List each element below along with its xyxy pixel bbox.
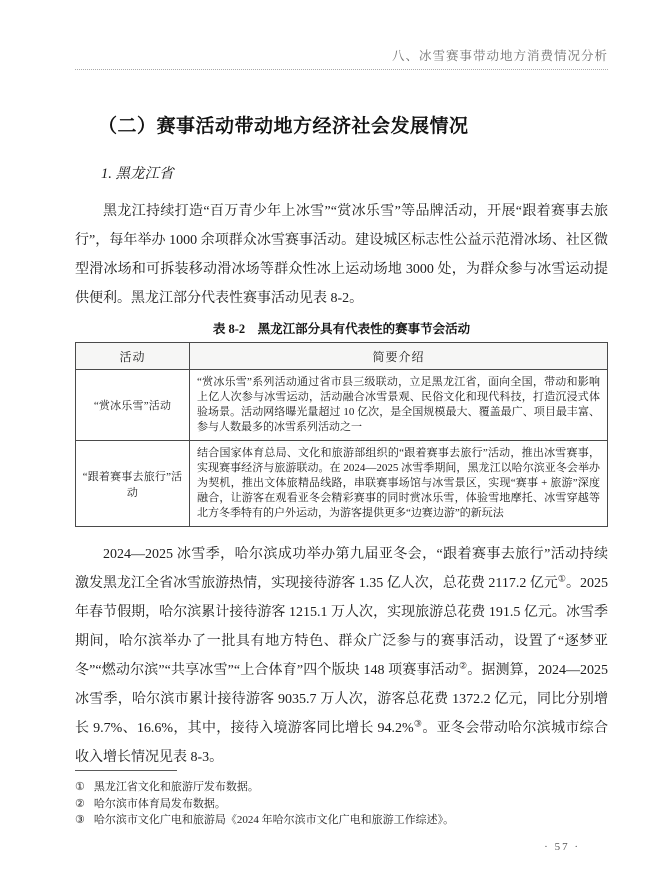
footnote-text: 黑龙江省文化和旅游厅发布数据。 [93, 781, 259, 793]
table-row [76, 441, 608, 527]
footnotes-block [75, 770, 608, 829]
table-caption: 表 8-2 黑龙江部分具有代表性的赛事节会活动 [212, 322, 471, 336]
table-header-row [76, 343, 608, 370]
page-number: · 57 · [544, 841, 580, 853]
table-row [76, 370, 608, 441]
footnote-marker: ③ [75, 814, 85, 826]
footnote-ref-3: ③ [413, 718, 423, 729]
paragraph-2-text: 。亚冬会带动哈尔滨城市综合收入增长情况见表 8-3。 [75, 721, 608, 765]
footnote-divider [75, 770, 177, 771]
intro-cell: “赏冰乐雪”系列活动通过省市县三级联动，立足黑龙江省，面向全国，带动和影响上亿人次参与冰雪运动，活动融合冰雪景观、民俗文化和现代科技，打造沉浸式体验场景。活动网络曝光量超过 10 亿次，是全国规模最大、覆盖最广、项目最丰富、参与人数最多的冰雪系列活动之一 [190, 370, 608, 441]
footnote-text: 哈尔滨市体育局发布数据。 [93, 797, 226, 810]
running-head: 八、冰雪赛事带动地方消费情况分析 [391, 49, 608, 63]
footnote-item [75, 796, 608, 813]
activity-cell: “跟着赛事去旅行”活动 [76, 441, 190, 527]
intro-cell: 结合国家体育总局、文化和旅游部组织的“跟着赛事去旅行”活动，推出冰雪赛事，实现赛事经济与旅游联动。在 2024—2025 冰雪季期间，黑龙江以哈尔滨亚冬会举办为契机，推出文体旅精品线路，串联赛事场馆与冰雪景区，实现“赛事 + 旅游”深度融合，让游客在观看亚冬会精彩赛事的同时赏冰乐雪，体验雪地摩托、冰雪穿越等北方冬季特有的户外运动，为游客提供更多“边赛边游”的新玩法 [190, 441, 608, 527]
paragraph-2 [75, 540, 608, 772]
subsection-heading: 1. 黑龙江省 [101, 166, 174, 182]
header-rule [75, 69, 608, 70]
footnote-ref-2: ② [458, 660, 468, 671]
footnote-ref-1: ① [557, 573, 566, 584]
page-content [75, 0, 608, 772]
footnote-marker: ① [75, 781, 85, 793]
footnote-marker: ② [75, 797, 85, 810]
footnote-text: 哈尔滨市文化广电和旅游局《2024 年哈尔滨市文化广电和旅游工作综述》。 [93, 814, 455, 826]
table-header-activity: 活动 [76, 343, 190, 370]
paragraph-2-text: 。2025 年春节假期，哈尔滨累计接待游客 1215.1 万人次，实现旅游总花费 191.5 亿元。冰雪季期间，哈尔滨举办了一批具有地方特色、群众广泛参与的赛事活动，设置了“逐梦亚冬”“燃动尔滨”“共享冰雪”“上合体育”四个版块 148 项赛事活动 [75, 576, 609, 678]
events-table [75, 342, 608, 527]
paragraph-2-text: 2024—2025 冰雪季，哈尔滨成功举办第九届亚冬会，“跟着赛事去旅行”活动持续激发黑龙江全省冰雪旅游热情，实现接待游客 1.35 亿人次，总花费 2117.2 亿元 [75, 547, 608, 591]
paragraph-1: 黑龙江持续打造“百万青少年上冰雪”“赏冰乐雪”等品牌活动，开展“跟着赛事去旅行”，每年举办 1000 余项群众冰雪赛事活动。建设城区标志性公益示范滑冰场、社区微型滑冰场和可拆装移动滑冰场等群众性冰上运动场地 3000 处，为群众参与冰雪运动提供便利。黑龙江部分代表性赛事活动见表 8-2。 [75, 204, 608, 306]
footnote-item [75, 812, 608, 829]
section-title: （二）赛事活动带动地方经济社会发展情况 [98, 116, 469, 137]
activity-cell: “赏冰乐雪”活动 [76, 370, 190, 441]
footnote-item [75, 779, 608, 796]
paragraph-2-text: 。据测算，2024—2025 冰雪季，哈尔滨市累计接待游客 9035.7 万人次，游客总花费 1372.2 亿元，同比分别增长 9.7%、16.6%，其中，接待入境游客同比增长 94.2% [75, 663, 609, 736]
table-header-intro: 简要介绍 [190, 343, 608, 370]
